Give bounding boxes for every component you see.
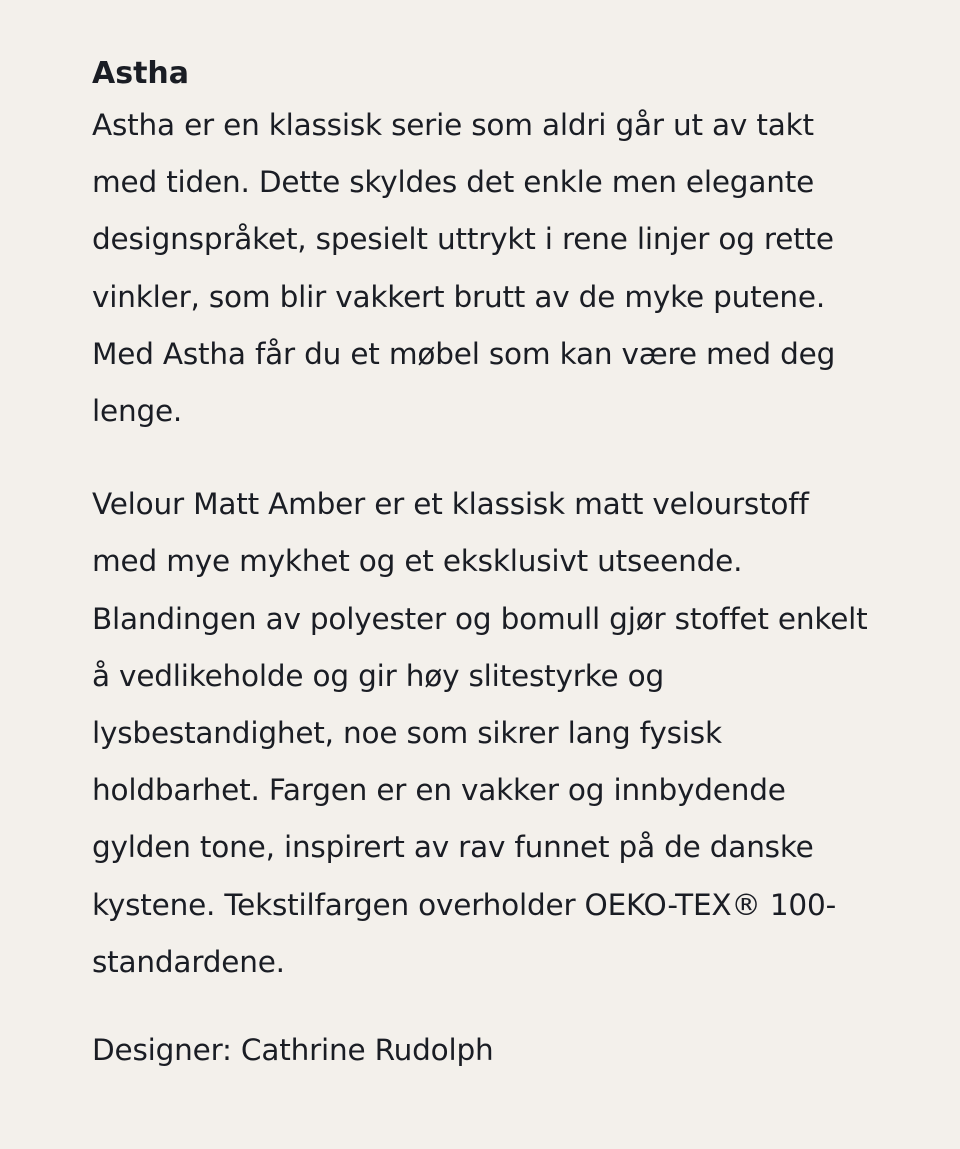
- fabric-description: Velour Matt Amber er et klassisk matt velourstoff med mye mykhet og et eksklusivt utseende. Blandingen av polyester og bomull gjør stoffet enkelt å vedlikeholde og gir høy slitestyrke og lysbestandighet, noe som sikrer lang fysisk holdbarhet. Fargen er en vakker og innbydende gylden tone, inspirert av rav funnet på de danske kystene. Tekstilfargen overholder OEKO-TEX® 100-standardene.: [92, 487, 868, 979]
- designer-credit: Designer: Cathrine Rudolph: [92, 1033, 494, 1068]
- product-title: Astha: [92, 56, 190, 91]
- series-description: Astha er en klassisk serie som aldri går ut av takt med tiden. Dette skyldes det enkle men elegante designspråket, spesielt uttrykt i rene linjer og rette vinkler, som blir vakkert brutt av de myke putene. Med Astha får du et møbel som kan være med deg lenge.: [92, 108, 836, 429]
